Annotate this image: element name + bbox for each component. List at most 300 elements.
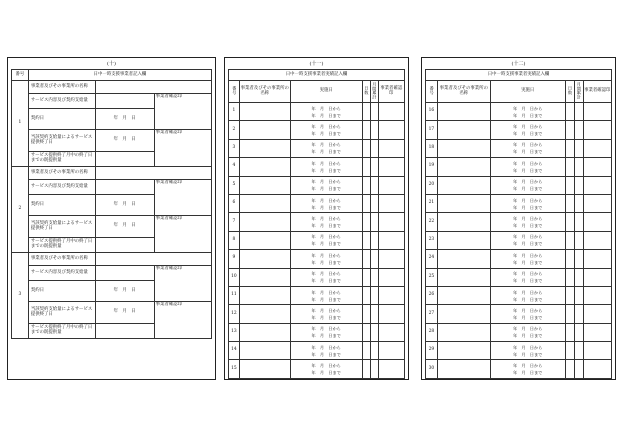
date-field[interactable] xyxy=(490,121,565,139)
row-number: 15 xyxy=(229,360,240,378)
period-from: 年 月 日から xyxy=(311,197,341,203)
period-from: 年 月 日から xyxy=(513,142,543,148)
period-from: 年 月 日から xyxy=(311,234,341,240)
seal-field[interactable] xyxy=(378,268,405,286)
days-field[interactable] xyxy=(565,360,574,378)
service-label: サービス内容及び契約支給量 xyxy=(28,180,95,195)
provider-field[interactable] xyxy=(239,305,290,323)
table-row xyxy=(229,250,405,268)
table-row xyxy=(426,121,612,139)
provider-entry-table xyxy=(11,69,212,339)
date-field[interactable] xyxy=(490,342,565,360)
col-cert: 事業者確認印 xyxy=(378,81,405,103)
row-number: 11 xyxy=(229,286,240,304)
end-date-label: 当該契約支給量によるサービス提供終了日 xyxy=(28,216,95,238)
provider-field[interactable] xyxy=(437,194,490,212)
row-number: 4 xyxy=(229,158,240,176)
days-field[interactable] xyxy=(565,194,574,212)
end-date-field[interactable]: 年 月 日 xyxy=(95,216,154,238)
date-field[interactable] xyxy=(490,360,565,378)
provider-field[interactable] xyxy=(437,158,490,176)
provider-field[interactable] xyxy=(437,213,490,231)
contract-date-label: 契約日 xyxy=(28,109,95,130)
page-caption: (十二) xyxy=(511,61,526,67)
entry-number: 2 xyxy=(12,167,29,253)
date-field[interactable] xyxy=(490,103,565,121)
provider-field[interactable] xyxy=(239,268,290,286)
end-date-field[interactable]: 年 月 日 xyxy=(95,302,154,324)
date-field[interactable] xyxy=(490,213,565,231)
period-to: 年 月 日まで xyxy=(311,112,341,118)
period-from: 年 月 日から xyxy=(513,216,543,222)
table-row xyxy=(426,250,612,268)
date-field[interactable] xyxy=(490,250,565,268)
provider-field[interactable] xyxy=(437,286,490,304)
monthly-field[interactable] xyxy=(370,286,378,304)
col-monthly: 月間累計 xyxy=(370,81,378,103)
days-field[interactable] xyxy=(565,158,574,176)
period-to: 年 月 日まで xyxy=(513,333,543,339)
date-field[interactable] xyxy=(290,268,362,286)
monthly-field[interactable] xyxy=(370,268,378,286)
seal-field[interactable] xyxy=(378,103,405,121)
table-row xyxy=(229,305,405,323)
period-from: 年 月 日から xyxy=(513,197,543,203)
monthly-field[interactable] xyxy=(370,213,378,231)
table-row xyxy=(229,323,405,341)
provider-field[interactable] xyxy=(239,342,290,360)
row-number: 26 xyxy=(426,286,438,304)
row-number: 13 xyxy=(229,323,240,341)
provider-seal-label: 事業者確認印 xyxy=(154,302,211,339)
provider-field[interactable] xyxy=(95,253,211,266)
days-field[interactable] xyxy=(362,305,370,323)
period-from: 年 月 日から xyxy=(513,234,543,240)
table-row xyxy=(229,342,405,360)
col-provider: 事業者及びその事業所の名称 xyxy=(239,81,290,103)
provider-field[interactable] xyxy=(437,268,490,286)
period-to: 年 月 日まで xyxy=(513,223,543,229)
date-field[interactable] xyxy=(290,323,362,341)
days-field[interactable] xyxy=(362,250,370,268)
period-from: 年 月 日から xyxy=(311,289,341,295)
seal-field[interactable] xyxy=(583,194,612,212)
period-from: 年 月 日から xyxy=(513,105,543,111)
period-from: 年 月 日から xyxy=(513,289,543,295)
provider-field[interactable] xyxy=(437,323,490,341)
date-field[interactable] xyxy=(490,194,565,212)
table-row xyxy=(229,231,405,249)
period-from: 年 月 日から xyxy=(513,326,543,332)
days-field[interactable] xyxy=(362,121,370,139)
provider-field[interactable] xyxy=(437,139,490,157)
provider-field[interactable] xyxy=(95,81,211,94)
table-row xyxy=(229,139,405,157)
period-from: 年 月 日から xyxy=(513,363,543,369)
days-field[interactable] xyxy=(565,139,574,157)
period-from: 年 月 日から xyxy=(311,142,341,148)
monthly-field[interactable] xyxy=(574,231,583,249)
table-row xyxy=(426,268,612,286)
table-row xyxy=(229,213,405,231)
table-row xyxy=(229,268,405,286)
date-field[interactable] xyxy=(490,305,565,323)
provider-field[interactable] xyxy=(239,194,290,212)
date-field[interactable] xyxy=(290,213,362,231)
period-to: 年 月 日まで xyxy=(513,241,543,247)
service-field[interactable] xyxy=(95,94,154,109)
row-number: 8 xyxy=(229,231,240,249)
provided-amount-label: サービス提供終了月中の終了日までの既提供量 xyxy=(28,152,95,167)
days-field[interactable] xyxy=(565,176,574,194)
date-field[interactable] xyxy=(490,231,565,249)
row-number: 14 xyxy=(229,342,240,360)
seal-field[interactable] xyxy=(583,121,612,139)
provider-field[interactable] xyxy=(437,176,490,194)
period-to: 年 月 日まで xyxy=(513,278,543,284)
date-field[interactable] xyxy=(290,360,362,378)
row-number: 29 xyxy=(426,342,438,360)
row-number: 10 xyxy=(229,268,240,286)
monthly-field[interactable] xyxy=(574,268,583,286)
days-field[interactable] xyxy=(565,213,574,231)
period-to: 年 月 日まで xyxy=(311,131,341,137)
service-label: サービス内容及び契約支給量 xyxy=(28,94,95,109)
date-field[interactable] xyxy=(490,268,565,286)
entry-row xyxy=(12,167,212,180)
seal-field[interactable] xyxy=(583,323,612,341)
seal-field[interactable] xyxy=(378,158,405,176)
seal-field[interactable] xyxy=(378,250,405,268)
seal-field[interactable] xyxy=(583,342,612,360)
monthly-field[interactable] xyxy=(574,360,583,378)
date-field[interactable] xyxy=(490,139,565,157)
seal-field[interactable] xyxy=(378,360,405,378)
date-field[interactable] xyxy=(490,323,565,341)
period-from: 年 月 日から xyxy=(513,344,543,350)
row-number: 2 xyxy=(229,121,240,139)
period-to: 年 月 日まで xyxy=(513,131,543,137)
seal-field[interactable] xyxy=(378,342,405,360)
period-to: 年 月 日まで xyxy=(311,149,341,155)
days-field[interactable] xyxy=(362,103,370,121)
seal-field[interactable] xyxy=(583,158,612,176)
provider-field[interactable] xyxy=(437,305,490,323)
seal-field[interactable] xyxy=(378,323,405,341)
days-field[interactable] xyxy=(362,213,370,231)
period-from: 年 月 日から xyxy=(311,344,341,350)
period-from: 年 月 日から xyxy=(311,252,341,258)
row-number: 18 xyxy=(426,139,438,157)
contract-date-field[interactable]: 年 月 日 xyxy=(95,195,154,216)
period-to: 年 月 日まで xyxy=(311,241,341,247)
table-row xyxy=(229,121,405,139)
end-date-label: 当該契約支給量によるサービス提供終了日 xyxy=(28,302,95,324)
table-row xyxy=(426,213,612,231)
provider-field[interactable] xyxy=(239,360,290,378)
seal-field[interactable] xyxy=(583,305,612,323)
provider-field[interactable] xyxy=(239,323,290,341)
date-field[interactable] xyxy=(290,158,362,176)
provider-field[interactable] xyxy=(239,139,290,157)
monthly-field[interactable] xyxy=(370,158,378,176)
provider-field[interactable] xyxy=(437,121,490,139)
period-to: 年 月 日まで xyxy=(311,167,341,173)
period-to: 年 月 日まで xyxy=(513,370,543,376)
row-number: 19 xyxy=(426,158,438,176)
seal-field[interactable] xyxy=(583,250,612,268)
row-number: 6 xyxy=(229,194,240,212)
seal-field[interactable] xyxy=(378,213,405,231)
days-field[interactable] xyxy=(565,103,574,121)
provider-field[interactable] xyxy=(437,342,490,360)
monthly-field[interactable] xyxy=(370,139,378,157)
table-row xyxy=(426,194,612,212)
seal-field[interactable] xyxy=(583,268,612,286)
monthly-field[interactable] xyxy=(574,323,583,341)
row-number: 24 xyxy=(426,250,438,268)
row-number: 23 xyxy=(426,231,438,249)
provider-field[interactable] xyxy=(239,158,290,176)
col-days: 日数 xyxy=(362,81,370,103)
period-to: 年 月 日まで xyxy=(311,278,341,284)
row-number: 17 xyxy=(426,121,438,139)
period-to: 年 月 日まで xyxy=(513,149,543,155)
col-date: 実施日 xyxy=(490,81,565,103)
days-field[interactable] xyxy=(362,360,370,378)
date-field[interactable] xyxy=(290,176,362,194)
service-field[interactable] xyxy=(95,266,154,281)
days-field[interactable] xyxy=(362,194,370,212)
row-number: 22 xyxy=(426,213,438,231)
days-field[interactable] xyxy=(362,176,370,194)
period-to: 年 月 日まで xyxy=(513,259,543,265)
period-from: 年 月 日から xyxy=(513,307,543,313)
row-number: 27 xyxy=(426,305,438,323)
end-date-label: 当該契約支給量によるサービス提供終了日 xyxy=(28,130,95,152)
header-number: 番号 xyxy=(12,70,29,81)
provider-field[interactable] xyxy=(239,213,290,231)
table-row xyxy=(426,103,612,121)
monthly-field[interactable] xyxy=(370,103,378,121)
seal-field[interactable] xyxy=(378,121,405,139)
days-field[interactable] xyxy=(362,158,370,176)
table-row xyxy=(229,103,405,121)
seal-field[interactable] xyxy=(583,360,612,378)
period-from: 年 月 日から xyxy=(311,179,341,185)
row-number: 16 xyxy=(426,103,438,121)
provider-field[interactable] xyxy=(437,231,490,249)
page-caption: (十一) xyxy=(309,61,324,67)
provided-amount-label: サービス提供終了月中の終了日までの既提供量 xyxy=(28,238,95,253)
days-field[interactable] xyxy=(362,231,370,249)
date-field[interactable] xyxy=(290,194,362,212)
monthly-field[interactable] xyxy=(574,176,583,194)
table-row xyxy=(426,286,612,304)
monthly-field[interactable] xyxy=(370,121,378,139)
date-field[interactable] xyxy=(290,305,362,323)
monthly-field[interactable] xyxy=(574,250,583,268)
date-field[interactable] xyxy=(490,176,565,194)
seal-field[interactable] xyxy=(378,176,405,194)
monthly-field[interactable] xyxy=(574,342,583,360)
days-field[interactable] xyxy=(565,268,574,286)
seal-field[interactable] xyxy=(378,231,405,249)
period-to: 年 月 日まで xyxy=(311,314,341,320)
row-number: 25 xyxy=(426,268,438,286)
entry-row xyxy=(12,253,212,266)
period-from: 年 月 日から xyxy=(311,160,341,166)
date-field[interactable] xyxy=(290,139,362,157)
provider-field[interactable] xyxy=(239,231,290,249)
provider-field[interactable] xyxy=(239,176,290,194)
days-field[interactable] xyxy=(565,323,574,341)
monthly-field[interactable] xyxy=(574,213,583,231)
end-date-field[interactable]: 年 月 日 xyxy=(95,130,154,152)
monthly-field[interactable] xyxy=(574,305,583,323)
table-row xyxy=(426,342,612,360)
days-field[interactable] xyxy=(362,139,370,157)
provider-label: 事業者及びその事業所の名称 xyxy=(28,253,95,266)
monthly-field[interactable] xyxy=(370,360,378,378)
seal-field[interactable] xyxy=(583,139,612,157)
provider-seal-label: 事業者確認印 xyxy=(154,216,211,253)
monthly-field[interactable] xyxy=(574,286,583,304)
days-field[interactable] xyxy=(565,286,574,304)
days-field[interactable] xyxy=(362,286,370,304)
monthly-field[interactable] xyxy=(574,158,583,176)
date-field[interactable] xyxy=(490,286,565,304)
monthly-field[interactable] xyxy=(574,121,583,139)
date-field[interactable] xyxy=(290,286,362,304)
period-from: 年 月 日から xyxy=(513,252,543,258)
row-number: 21 xyxy=(426,194,438,212)
col-number: 番号 xyxy=(426,81,438,103)
monthly-field[interactable] xyxy=(574,103,583,121)
provider-field[interactable] xyxy=(95,167,211,180)
form-page-10 xyxy=(7,57,216,380)
row-number: 12 xyxy=(229,305,240,323)
days-field[interactable] xyxy=(565,342,574,360)
days-field[interactable] xyxy=(565,250,574,268)
provider-field[interactable] xyxy=(437,103,490,121)
seal-field[interactable] xyxy=(378,194,405,212)
provided-amount-field[interactable] xyxy=(95,152,154,167)
monthly-field[interactable] xyxy=(370,250,378,268)
period-to: 年 月 日まで xyxy=(311,204,341,210)
monthly-field[interactable] xyxy=(574,139,583,157)
monthly-field[interactable] xyxy=(370,194,378,212)
service-field[interactable] xyxy=(95,180,154,195)
period-to: 年 月 日まで xyxy=(311,351,341,357)
monthly-field[interactable] xyxy=(370,176,378,194)
days-field[interactable] xyxy=(362,342,370,360)
provider-field[interactable] xyxy=(239,103,290,121)
seal-field[interactable] xyxy=(378,286,405,304)
period-to: 年 月 日まで xyxy=(513,204,543,210)
provider-field[interactable] xyxy=(437,360,490,378)
monthly-field[interactable] xyxy=(370,231,378,249)
period-from: 年 月 日から xyxy=(513,124,543,130)
entry-number: 3 xyxy=(12,253,29,339)
table-row xyxy=(426,139,612,157)
seal-field[interactable] xyxy=(583,213,612,231)
provided-amount-label: サービス提供終了月中の終了日までの既提供量 xyxy=(28,324,95,339)
provided-amount-field[interactable] xyxy=(95,324,154,339)
provider-field[interactable] xyxy=(239,121,290,139)
provider-seal-label: 事業者確認印 xyxy=(154,266,211,302)
days-field[interactable] xyxy=(565,121,574,139)
period-to: 年 月 日まで xyxy=(513,186,543,192)
contract-date-field[interactable]: 年 月 日 xyxy=(95,109,154,130)
monthly-field[interactable] xyxy=(370,342,378,360)
contract-date-label: 契約日 xyxy=(28,195,95,216)
date-field[interactable] xyxy=(290,250,362,268)
days-field[interactable] xyxy=(565,231,574,249)
period-to: 年 月 日まで xyxy=(311,333,341,339)
col-days: 日数 xyxy=(565,81,574,103)
seal-field[interactable] xyxy=(378,305,405,323)
seal-field[interactable] xyxy=(583,176,612,194)
date-field[interactable] xyxy=(290,231,362,249)
provided-amount-field[interactable] xyxy=(95,238,154,253)
table-row xyxy=(229,360,405,378)
period-to: 年 月 日まで xyxy=(311,296,341,302)
table-row xyxy=(426,323,612,341)
monthly-field[interactable] xyxy=(574,194,583,212)
provider-field[interactable] xyxy=(239,250,290,268)
period-from: 年 月 日から xyxy=(513,271,543,277)
table-row xyxy=(426,176,612,194)
service-label: サービス内容及び契約支給量 xyxy=(28,266,95,281)
date-field[interactable] xyxy=(290,103,362,121)
contract-date-field[interactable]: 年 月 日 xyxy=(95,281,154,302)
table-row xyxy=(229,158,405,176)
days-field[interactable] xyxy=(362,323,370,341)
table-row xyxy=(426,305,612,323)
seal-field[interactable] xyxy=(583,103,612,121)
table-row xyxy=(229,194,405,212)
period-to: 年 月 日まで xyxy=(513,351,543,357)
seal-field[interactable] xyxy=(378,139,405,157)
form-page-11 xyxy=(224,57,409,380)
period-from: 年 月 日から xyxy=(311,363,341,369)
monthly-field[interactable] xyxy=(370,305,378,323)
monthly-field[interactable] xyxy=(370,323,378,341)
seal-field[interactable] xyxy=(583,231,612,249)
header-title: 日中一時支援事業者記入欄 xyxy=(28,70,211,81)
row-number: 5 xyxy=(229,176,240,194)
period-to: 年 月 日まで xyxy=(311,186,341,192)
col-provider: 事業者及びその事業所の名称 xyxy=(437,81,490,103)
days-field[interactable] xyxy=(362,268,370,286)
provider-seal-label: 事業者確認印 xyxy=(154,130,211,167)
period-from: 年 月 日から xyxy=(311,271,341,277)
provider-seal-label: 事業者確認印 xyxy=(154,180,211,216)
seal-field[interactable] xyxy=(583,286,612,304)
date-field[interactable] xyxy=(290,342,362,360)
days-field[interactable] xyxy=(565,305,574,323)
date-field[interactable] xyxy=(490,158,565,176)
period-to: 年 月 日まで xyxy=(311,259,341,265)
row-number: 20 xyxy=(426,176,438,194)
performance-table xyxy=(228,69,405,379)
period-from: 年 月 日から xyxy=(311,124,341,130)
provider-field[interactable] xyxy=(437,250,490,268)
provider-field[interactable] xyxy=(239,286,290,304)
date-field[interactable] xyxy=(290,121,362,139)
col-date: 実施日 xyxy=(290,81,362,103)
